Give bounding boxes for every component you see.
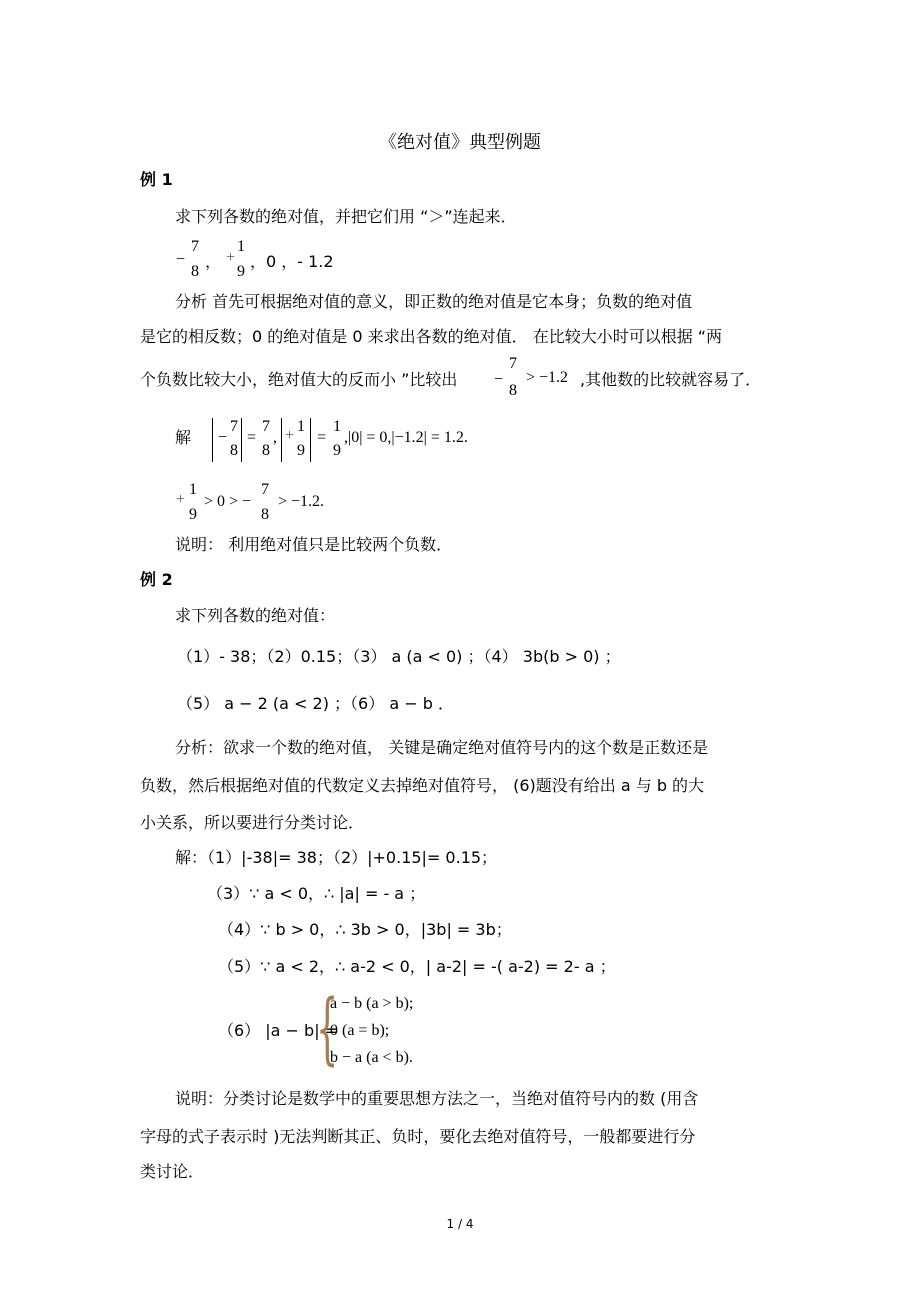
example-2-analysis-2: 负数，然后根据绝对值的代数定义去掉绝对值符号， (6)题没有给出 a 与 b 的大 [140, 776, 705, 795]
case-3: b − a (a < b). [330, 1049, 413, 1066]
fraction-sign: − [494, 371, 504, 388]
abs-bar-right-1 [241, 418, 242, 462]
order-sign: + [176, 491, 186, 508]
order-num-1: 1 [189, 481, 197, 498]
example-1-note: 说明： 利用绝对值只是比较两个负数． [175, 535, 453, 554]
sol-b-numerator: 1 [297, 418, 305, 435]
order-num-2: 7 [261, 481, 269, 498]
sol-r2-denominator: 9 [333, 442, 341, 459]
analysis-line-3-end: ,其他数的比较就容易了． [580, 370, 762, 389]
example-2-analysis-1: 分析：欲求一个数的绝对值， 关键是确定绝对值符号内的这个数是正数还是 [175, 738, 709, 757]
example-1-question: 求下列各数的绝对值，并把它们用 “＞”连起来． [175, 207, 517, 226]
brace-icon: { [316, 984, 339, 1074]
case-2: 0 (a = b); [330, 1022, 390, 1039]
sol-b-sign: + [285, 427, 295, 444]
example-2-question: 求下列各数的绝对值： [175, 606, 336, 625]
order-mid: > 0 > − [204, 493, 252, 510]
sol-comma-1: , [273, 429, 277, 446]
n2-sign: + [226, 249, 236, 266]
solution-6-label: （6） |a − b| = [218, 1021, 339, 1040]
example-2-note-2: 字母的式子表示时 )无法判断其正、负时，要化去绝对值符号，一般都要进行分 [140, 1127, 696, 1146]
sol-r1-denominator: 8 [262, 442, 270, 459]
numbers-rest: ，0 ，- 1.2 [250, 252, 334, 271]
separator: ， [205, 252, 222, 271]
example-2-items-2: （5） a − 2 (a < 2) ；（6） a − b ． [177, 694, 454, 713]
sol-r2-numerator: 1 [333, 418, 341, 435]
sol-eq-2: = [317, 429, 327, 446]
example-2-solution-5: （5）∵ a < 2，∴ a-2 < 0，| a-2| = -( a-2) = 2- a ； [218, 957, 616, 976]
n1-denominator: 8 [191, 263, 199, 280]
solution-label: 解 [175, 428, 192, 447]
order-den-1: 9 [189, 506, 197, 523]
example-2-note-1: 说明：分类讨论是数学中的重要思想方法之一，当绝对值符号内的数 (用含 [175, 1089, 699, 1108]
example-2-analysis-3: 小关系，所以要进行分类讨论． [140, 813, 365, 832]
n2-denominator: 9 [237, 263, 245, 280]
example-2-note-3: 类讨论． [140, 1162, 205, 1181]
example-2-items-1: （1）- 38；（2）0.15；（3） a (a < 0) ；（4） 3b(b > 0) ； [177, 647, 621, 666]
analysis-line-3-text: 个负数比较大小，绝对值大的反而小 ”比较出 [140, 370, 458, 389]
n1-numerator: 7 [191, 238, 199, 255]
sol-b-denominator: 9 [297, 442, 305, 459]
n1-sign: − [176, 251, 186, 268]
order-den-2: 8 [261, 506, 269, 523]
analysis-line-1: 分析 首先可根据绝对值的意义，即正数的绝对值是它本身；负数的绝对值 [175, 292, 693, 311]
example-2-solution-1: 解：（1）|-38|= 38；（2）|+0.15|= 0.15； [175, 848, 498, 867]
sol-eq-1: = [247, 429, 257, 446]
abs-bar-left-2 [281, 418, 282, 462]
order-tail: > −1.2. [278, 493, 325, 510]
abs-bar-left-1 [212, 418, 213, 462]
sol-tail: ,|0| = 0,|−1.2| = 1.2. [344, 429, 468, 446]
example-2-solution-4: （4）∵ b > 0，∴ 3b > 0，|3b| = 3b； [218, 920, 512, 939]
page-title: 《绝对值》典型例题 [379, 132, 541, 153]
page-number: 1 / 4 [446, 1217, 474, 1231]
abs-bar-right-2 [310, 418, 311, 462]
analysis-line-2: 是它的相反数；0 的绝对值是 0 来求出各数的绝对值． 在比较大小时可以根据 “两 [140, 327, 723, 346]
sol-a-sign: − [218, 429, 228, 446]
example-1-heading: 例 1 [140, 170, 173, 189]
comparison: > −1.2 [526, 369, 569, 386]
example-2-heading: 例 2 [140, 570, 173, 589]
fraction-denominator: 8 [509, 382, 517, 399]
case-1: a − b (a > b); [330, 995, 414, 1012]
sol-r1-numerator: 7 [262, 418, 270, 435]
sol-a-denominator: 8 [230, 442, 238, 459]
fraction-numerator: 7 [509, 355, 517, 372]
example-2-solution-3: （3）∵ a < 0，∴ |a| = - a ； [207, 884, 426, 903]
n2-numerator: 1 [237, 238, 245, 255]
sol-a-numerator: 7 [230, 418, 238, 435]
